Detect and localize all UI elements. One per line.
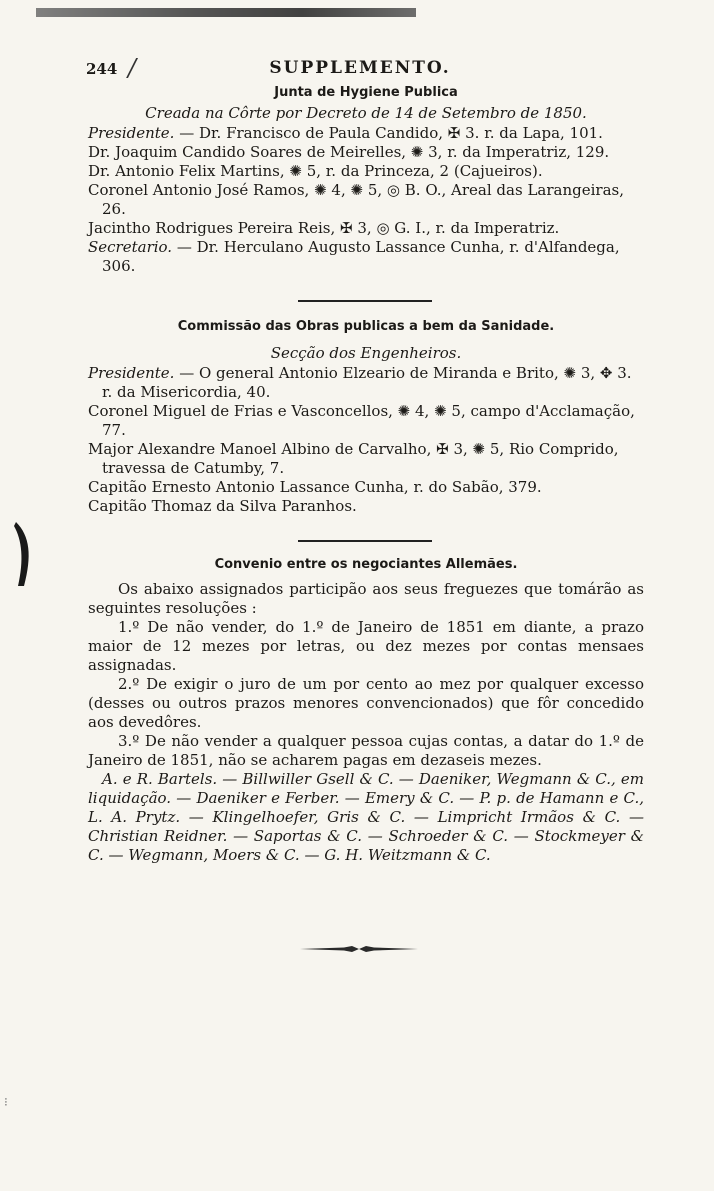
resolution-item: 2.º De exigir o juro de um por cento ao mez por qualquer excesso (desses ou outros prazos menores convencionados) que fôr concedido aos devedôres. — [88, 675, 644, 731]
entry-text: Capitão Thomaz da Silva Paranhos. — [88, 497, 357, 515]
commissao-entry — [88, 402, 644, 440]
junta-entry — [88, 143, 644, 162]
running-title: SUPPLEMENTO. — [269, 58, 451, 78]
commissao-entry — [88, 478, 644, 497]
convenio-section — [88, 556, 644, 865]
entry-text: Dr. Antonio Felix Martins, ✺ 5, r. da Princeza, 2 (Cajueiros). — [88, 162, 543, 180]
commissao-entry — [88, 364, 644, 402]
entry-text: Jacintho Rodrigues Pereira Reis, ✠ 3, ◎ G. I., r. da Imperatriz. — [88, 219, 560, 237]
binding-shadow — [14, 522, 34, 586]
entry-text: — Dr. Herculano Augusto Lassance Cunha, r. d'Alfandega, 306. — [102, 238, 620, 275]
entry-text: Coronel Antonio José Ramos, ✺ 4, ✺ 5, ◎ B. O., Areal das Larangeiras, 26. — [88, 181, 624, 218]
junta-entry — [88, 181, 644, 219]
page-number: 244 — [86, 60, 118, 78]
junta-title: Junta de Hygiene Publica — [274, 85, 458, 100]
entry-role: Presidente. — [88, 364, 175, 382]
junta-entry — [88, 162, 644, 181]
resolution-item: 3.º De não vender a qualquer pessoa cujas contas, a datar do 1.º de Janeiro de 1851, não se acharem pagas em dezaseis mezes. — [88, 732, 644, 769]
commissao-subtitle: Secção dos Engenheiros. — [270, 344, 462, 362]
pencil-mark: / — [128, 54, 137, 82]
convenio-title: Convenio entre os negociantes Allemães. — [214, 557, 518, 572]
commissao-entry — [88, 497, 644, 516]
entry-text: — O general Antonio Elzeario de Miranda e Brito, ✺ 3, ✥ 3. r. da Misericordia, 40. — [102, 364, 632, 401]
section-divider — [298, 300, 432, 302]
section-divider — [298, 540, 432, 542]
resolution-item: 1.º De não vender, do 1.º de Janeiro de 1851 em diante, a prazo maior de 12 mezes por letras, ou dez mezes por contas mensaes assignadas. — [88, 618, 644, 674]
entry-text: Capitão Ernesto Antonio Lassance Cunha, r. do Sabão, 379. — [88, 478, 542, 496]
entry-role: Presidente. — [88, 124, 175, 142]
junta-subtitle: Creada na Côrte por Decreto de 14 de Setembro de 1850. — [145, 104, 587, 122]
convenio-intro: Os abaixo assignados participão aos seus freguezes que tomárão as seguintes resoluções : — [88, 580, 644, 617]
junta-entry — [88, 219, 644, 238]
junta-section — [88, 84, 644, 276]
scan-edge-bar — [36, 8, 416, 17]
junta-entry — [88, 238, 644, 276]
signatories: A. e R. Bartels. — Billwiller Gsell & C. — Daeniker, Wegmann & C., em liquidação. — Daeniker e Ferber. — Emery & C. — P. p. de Hamann e C., L. A. Prytz. — Klingelhoefer, Gris & C. — Limpricht Irmãos & C. — Christian Reidner. — Saportas & C. — Schroeder & C. — Stockmeyer & C. — Wegmann, Moers & C. — G. H. Weitzmann & C. — [88, 770, 644, 864]
entry-text: Major Alexandre Manoel Albino de Carvalho, ✠ 3, ✺ 5, Rio Comprido, travessa de Catumby, 7. — [88, 440, 619, 477]
commissao-entry — [88, 440, 644, 478]
commissao-section — [88, 318, 644, 516]
entry-role: Secretario. — [88, 238, 173, 256]
entry-text: — Dr. Francisco de Paula Candido, ✠ 3. r. da Lapa, 101. — [174, 124, 603, 142]
entry-text: Dr. Joaquim Candido Soares de Meirelles, ✺ 3, r. da Imperatriz, 129. — [88, 143, 610, 161]
end-ornament — [300, 946, 418, 952]
entry-text: Coronel Miguel de Frias e Vasconcellos, ✺ 4, ✺ 5, campo d'Acclamação, 77. — [88, 402, 635, 439]
commissao-title: Commissão das Obras publicas a bem da Sanidade. — [177, 319, 555, 334]
scan-speck: ⁝ — [4, 1095, 8, 1109]
page-header — [0, 56, 714, 82]
junta-entry — [88, 124, 644, 143]
